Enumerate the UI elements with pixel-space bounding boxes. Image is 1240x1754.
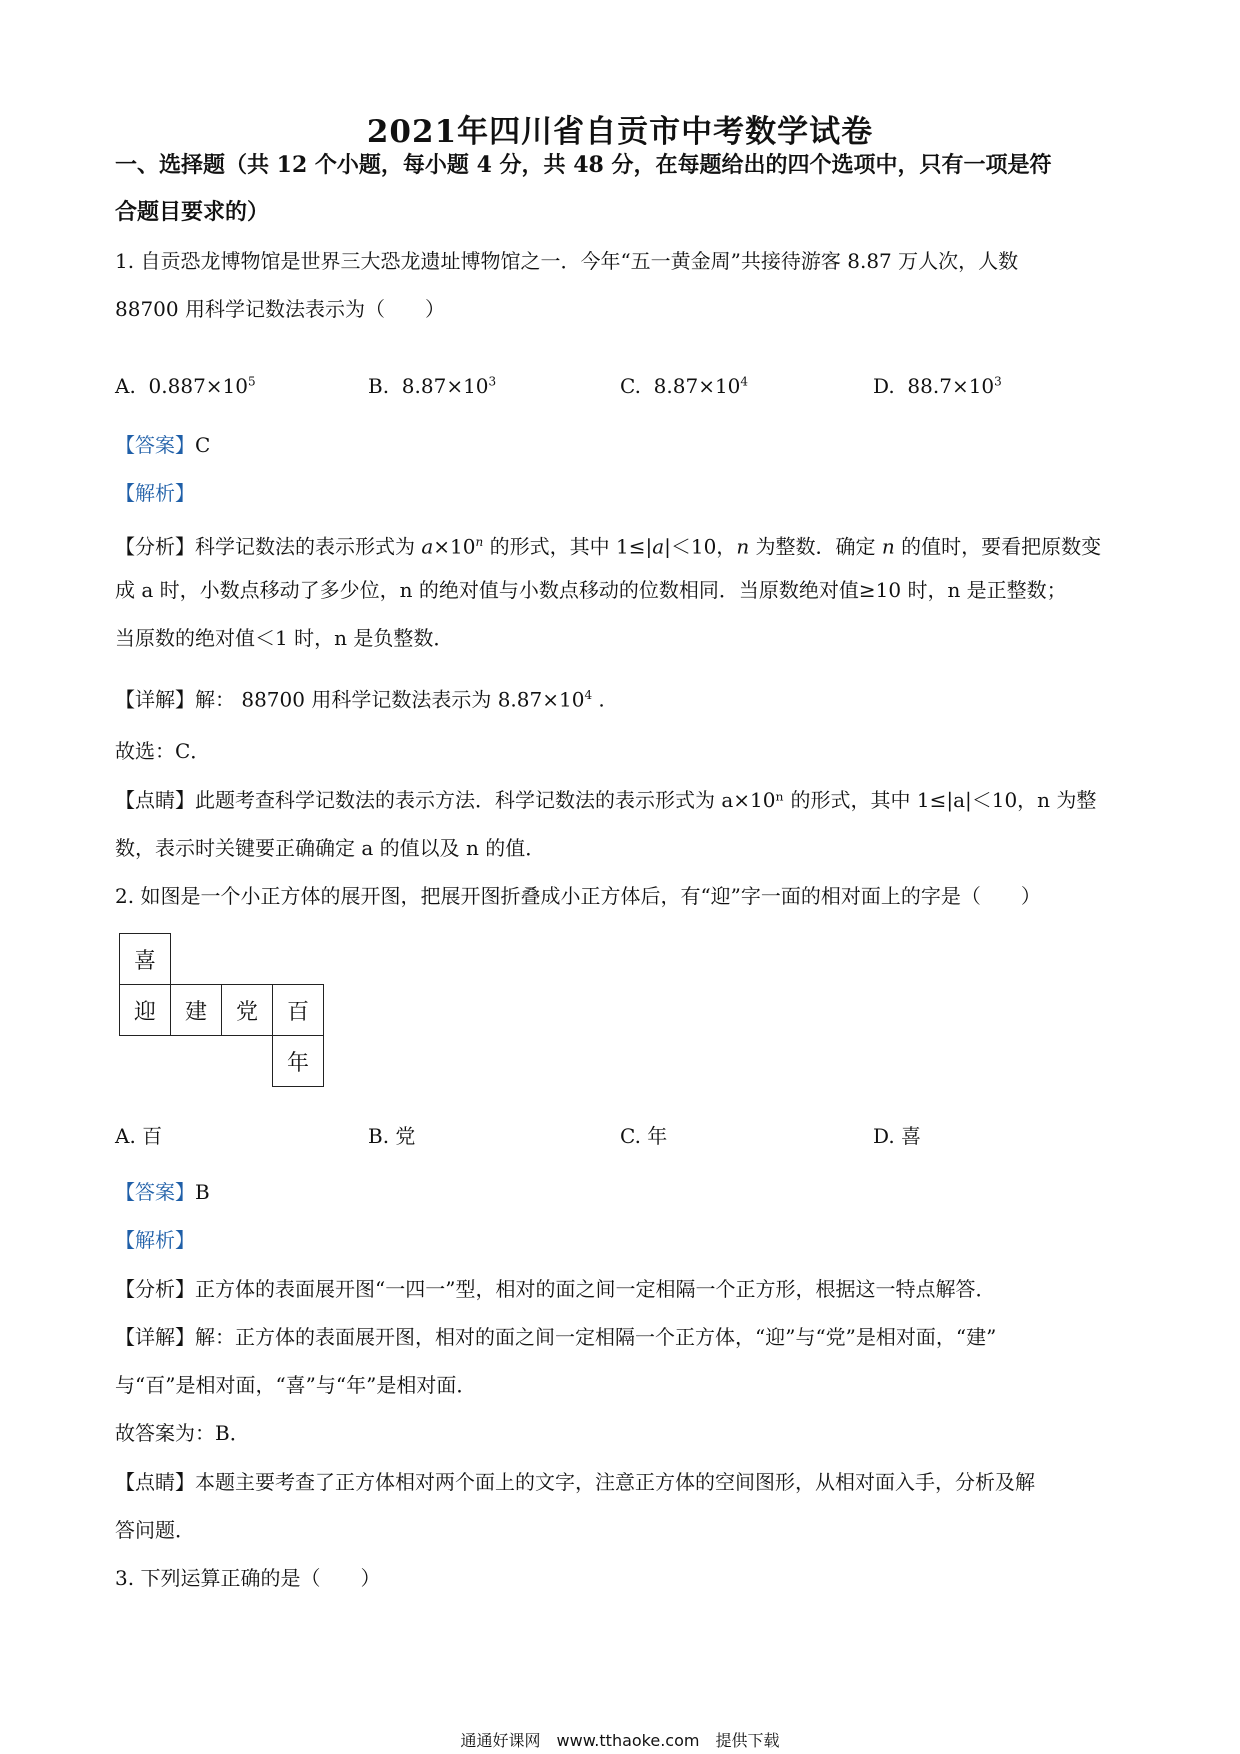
q1-dianjing-line1: 【点睛】此题考查科学记数法的表示方法．科学记数法的表示形式为 a×10ⁿ 的形式，其中 1≤|a|＜10，n 为整	[115, 788, 1097, 812]
net-cell-bottom: 年	[272, 1035, 324, 1087]
q3-text: 3. 下列运算正确的是（ ）	[115, 1566, 381, 1590]
q2-analysis-tag: 【解析】	[115, 1228, 195, 1252]
net-cell-row-1: 迎	[119, 984, 171, 1036]
page-footer: 通通好课网 www.tthaoke.com 提供下载	[460, 1731, 780, 1750]
q2-option-c: C. 年	[620, 1124, 668, 1148]
net-cell-row-3: 党	[221, 984, 273, 1036]
q1-fenxi-line3: 当原数的绝对值＜1 时，n 是负整数．	[115, 626, 454, 650]
q2-fenxi: 【分析】正方体的表面展开图“一四一”型，相对的面之间一定相隔一个正方形，根据这一特点解答．	[115, 1277, 996, 1301]
q1-text-line2: 88700 用科学记数法表示为（ ）	[115, 297, 445, 321]
q1-answer: 【答案】C	[115, 433, 211, 457]
q2-dianjing-line2: 答问题．	[115, 1518, 195, 1542]
q2-option-b: B. 党	[368, 1124, 416, 1148]
net-cell-row-4: 百	[272, 984, 324, 1036]
page-title: 2021年四川省自贡市中考数学试卷	[366, 114, 874, 150]
q1-conclusion: 故选：C．	[115, 739, 211, 763]
q2-xiangjie-line2: 与“百”是相对面，“喜”与“年”是相对面．	[115, 1373, 477, 1397]
q2-option-a: A. 百	[115, 1124, 163, 1148]
q1-analysis-tag: 【解析】	[115, 481, 195, 505]
q1-fenxi-line2: 成 a 时，小数点移动了多少位，n 的绝对值与小数点移动的位数相同．当原数绝对值≥10 时，n 是正整数；	[115, 578, 1067, 602]
q1-xiangjie: 【详解】解： 88700 用科学记数法表示为 $8.87\times 10^4$ .	[115, 687, 605, 712]
section-heading-line1: 一、选择题（共 12 个小题，每小题 4 分，共 48 分，在每题给出的四个选项中，只有一项是符	[115, 152, 1052, 178]
q1-option-d: D. $88.7\times 10^3$	[873, 374, 1002, 398]
q1-fenxi-line1: 【分析】科学记数法的表示形式为 $a\times 10^n$ 的形式，其中 1≤|a|＜10，n 为整数．确定 n 的值时，要看把原数变	[115, 534, 1102, 559]
q1-option-b: B. $8.87\times 10^3$	[368, 374, 497, 398]
q2-text: 2. 如图是一个小正方体的展开图，把展开图折叠成小正方体后，有“迎”字一面的相对面上的字是（ ）	[115, 884, 1041, 908]
net-cell-top: 喜	[119, 933, 171, 985]
q2-xiangjie-line1: 【详解】解：正方体的表面展开图，相对的面之间一定相隔一个正方体，“迎”与“党”是相对面，“建”	[115, 1325, 997, 1349]
q1-option-a: A. $0.887\times 10^5$	[115, 374, 256, 398]
q2-dianjing-line1: 【点睛】本题主要考查了正方体相对两个面上的文字，注意正方体的空间图形，从相对面入手，分析及解	[115, 1470, 1035, 1494]
section-heading-line2: 合题目要求的）	[115, 199, 270, 225]
q1-dianjing-line2: 数，表示时关键要正确确定 a 的值以及 n 的值．	[115, 836, 546, 860]
q2-conclusion: 故答案为：B．	[115, 1421, 250, 1445]
q2-option-d: D. 喜	[873, 1124, 922, 1148]
q1-option-c: C. $8.87\times 10^4$	[620, 374, 749, 398]
q1-text-line1: 1. 自贡恐龙博物馆是世界三大恐龙遗址博物馆之一．今年“五一黄金周”共接待游客 8.87 万人次，人数	[115, 249, 1019, 273]
net-cell-row-2: 建	[170, 984, 222, 1036]
q2-answer: 【答案】B	[115, 1180, 210, 1204]
